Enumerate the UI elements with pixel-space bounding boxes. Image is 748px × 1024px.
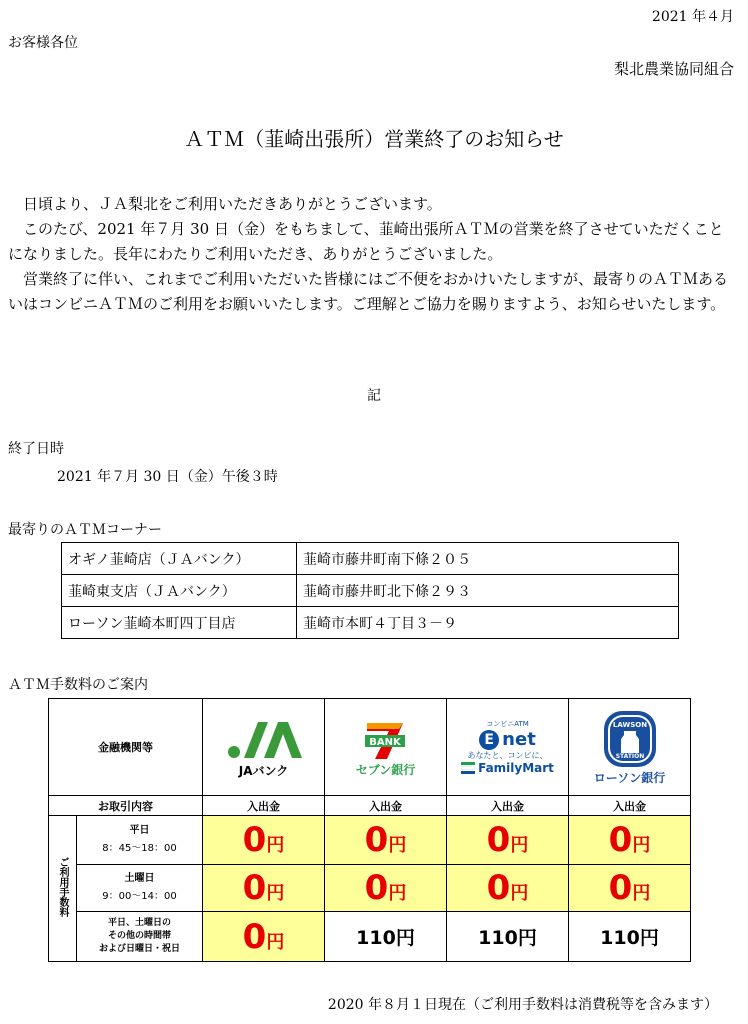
seven-bank-logo-text: セブン銀行 xyxy=(355,762,416,777)
sender: 梨北農業協同組合 xyxy=(613,60,734,78)
service-label: 入出金 xyxy=(447,796,569,816)
fee-cell: 0円 xyxy=(569,865,691,912)
table-row xyxy=(49,865,691,912)
fee-cell: 0円 xyxy=(325,816,447,865)
ja-bank-logo-text: JAバンク xyxy=(238,763,289,778)
fee-side-label: ご利用手数料 xyxy=(49,816,77,962)
atm-name: ローソン韮崎本町四丁目店 xyxy=(62,607,297,639)
table-row xyxy=(62,575,679,607)
table-row xyxy=(62,607,679,639)
atm-address: 韮崎市藤井町北下條２９３ xyxy=(297,575,679,607)
familymart-stripes-icon xyxy=(461,762,475,774)
atm-address: 韮崎市藤井町南下條２０５ xyxy=(297,543,679,575)
time-slot-weekday: 平日 8：45～18：00 xyxy=(77,816,203,865)
end-datetime-label: 終了日時 xyxy=(8,441,64,457)
nearest-atm-table xyxy=(61,542,679,639)
ja-bank-logo xyxy=(203,699,325,796)
fee-cell: 110円 xyxy=(447,912,569,962)
fee-cell: 0円 xyxy=(325,865,447,912)
service-label: 入出金 xyxy=(325,796,447,816)
page-title: ＡＴＭ（韮崎出張所）営業終了のお知らせ xyxy=(184,127,564,151)
nearest-atm-label: 最寄りのＡＴＭコーナー xyxy=(8,522,162,538)
table-row xyxy=(49,699,691,796)
footer-note: 2020 年８月１日現在（ご利用手数料は消費税等を含みます） xyxy=(327,997,718,1013)
fee-cell: 0円 xyxy=(447,865,569,912)
table-row xyxy=(49,816,691,865)
ki-heading: 記 xyxy=(367,388,381,404)
ja-leaf-icon xyxy=(224,716,304,762)
paragraph-closure: このたび、2021 年７月 30 日（金）をもちまして、韮崎出張所ＡＴＭの営業を終了させていただくことになりました。長年にわたりご利用いただき、ありがとうございました。 xyxy=(8,220,724,263)
seven-bank-badge: BANK xyxy=(368,736,401,748)
fee-cell: 0円 xyxy=(569,816,691,865)
lawson-bank-logo xyxy=(569,699,691,796)
atm-address: 韮崎市本町４丁目３－９ xyxy=(297,607,679,639)
enet-e-icon: E xyxy=(479,730,499,750)
atm-name: オギノ韮崎店（ＪＡバンク） xyxy=(62,543,297,575)
lawson-badge-bottom: STATION xyxy=(615,752,644,760)
atm-name: 韮崎東支店（ＪＡバンク） xyxy=(62,575,297,607)
notice-date: 2021 年４月 xyxy=(651,9,734,25)
lawson-bank-logo-text: ローソン銀行 xyxy=(593,770,666,785)
service-label: 入出金 xyxy=(203,796,325,816)
fee-cell: 0円 xyxy=(447,816,569,865)
lawson-badge-top: LAWSON xyxy=(612,720,647,729)
familymart-logo-text: FamilyMart xyxy=(478,761,554,775)
fee-cell: 0円 xyxy=(203,912,325,962)
table-row xyxy=(62,543,679,575)
transaction-header: お取引内容 xyxy=(49,796,203,816)
service-label: 入出金 xyxy=(569,796,691,816)
enet-brand: net xyxy=(502,729,536,750)
body-text xyxy=(8,192,736,317)
fee-cell: 110円 xyxy=(569,912,691,962)
paragraph-greeting: 日頃より、ＪＡ梨北をご利用いただきありがとうございます。 xyxy=(23,195,442,213)
fee-cell: 0円 xyxy=(203,865,325,912)
seven-bank-logo xyxy=(325,699,447,796)
fee-cell: 110円 xyxy=(325,912,447,962)
paragraph-request: 営業終了に伴い、これまでご利用いただいた皆様にはご不便をおかけいたしますが、最寄りのＡＴＭあるいはコンビニＡＴＭのご利用をお願いいたします。ご理解とご協力を賜りますよう、お知らせいたします。 xyxy=(8,270,729,313)
fee-table xyxy=(48,698,691,962)
recipient: お客様各位 xyxy=(8,35,78,51)
enet-logo xyxy=(447,699,569,796)
time-slot-other: 平日、土曜日の その他の時間帯 および日曜日・祝日 xyxy=(77,912,203,962)
fee-guide-label: ＡＴＭ手数料のご案内 xyxy=(8,677,148,693)
seven-bank-icon xyxy=(363,717,409,761)
time-slot-saturday: 土曜日 9：00～14：00 xyxy=(77,865,203,912)
fee-cell: 0円 xyxy=(203,816,325,865)
table-row xyxy=(49,912,691,962)
enet-top-text: コンビニATM xyxy=(486,720,529,728)
institution-header: 金融機関等 xyxy=(49,699,203,796)
table-row xyxy=(49,796,691,816)
end-datetime-value: 2021 年７月 30 日（金）午後３時 xyxy=(57,469,278,485)
lawson-station-icon xyxy=(600,709,660,769)
enet-tagline: あなたと、コンビに、 xyxy=(467,751,548,760)
